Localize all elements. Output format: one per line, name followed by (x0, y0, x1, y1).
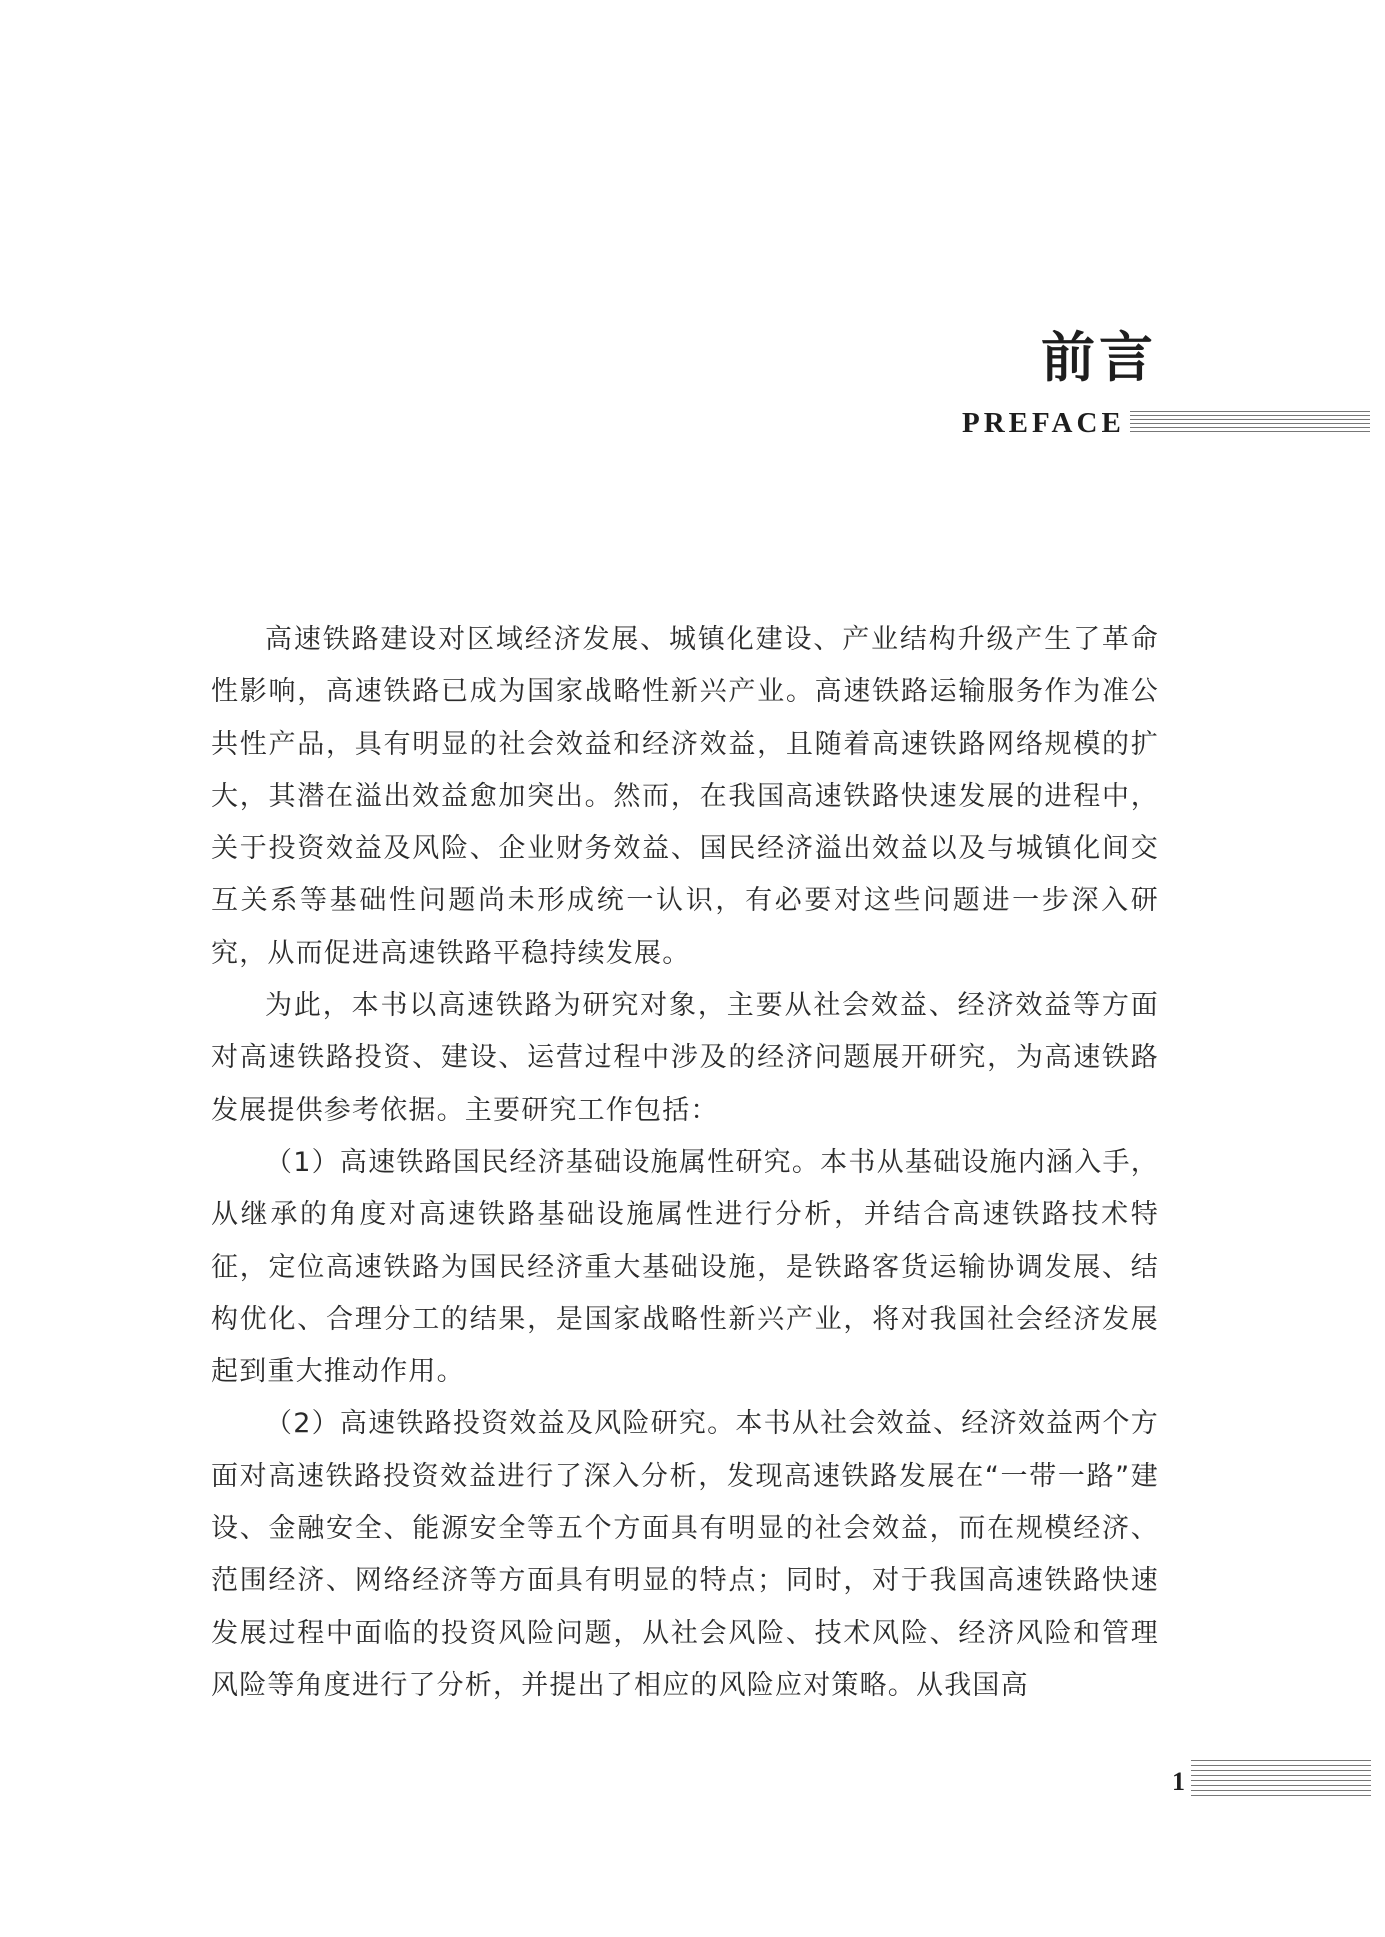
page-subtitle: PREFACE (962, 407, 1125, 439)
paragraph-3: （1）高速铁路国民经济基础设施属性研究。本书从基础设施内涵入手，从继承的角度对高速铁路基础设施属性进行分析，并结合高速铁路技术特征，定位高速铁路为国民经济重大基础设施，是铁路客货运输协调发展、结构优化、合理分工的结果，是国家战略性新兴产业，将对我国社会经济发展起到重大推动作用。 (211, 1146, 1159, 1388)
body-text (211, 614, 1159, 1712)
page-title: 前言 (1041, 325, 1157, 389)
footer-decorative-rule (1191, 1760, 1371, 1800)
paragraph-2: 为此，本书以高速铁路为研究对象，主要从社会效益、经济效益等方面对高速铁路投资、建设、运营过程中涉及的经济问题展开研究，为高速铁路发展提供参考依据。主要研究工作包括： (211, 990, 1159, 1126)
heading-block (1041, 325, 1157, 389)
title-decorative-rule (1130, 411, 1370, 435)
paragraph-4: （2）高速铁路投资效益及风险研究。本书从社会效益、经济效益两个方面对高速铁路投资效益进行了深入分析，发现高速铁路发展在“一带一路”建设、金融安全、能源安全等五个方面具有明显的社会效益，而在规模经济、范围经济、网络经济等方面具有明显的特点；同时，对于我国高速铁路快速发展过程中面临的投资风险问题，从社会风险、技术风险、经济风险和管理风险等角度进行了分析，并提出了相应的风险应对策略。从我国高 (211, 1408, 1159, 1701)
page-number: 1 (1172, 1767, 1185, 1796)
paragraph-1: 高速铁路建设对区域经济发展、城镇化建设、产业结构升级产生了革命性影响，高速铁路已成为国家战略性新兴产业。高速铁路运输服务作为准公共性产品，具有明显的社会效益和经济效益，且随着高速铁路网络规模的扩大，其潜在溢出效益愈加突出。然而，在我国高速铁路快速发展的进程中，关于投资效益及风险、企业财务效益、国民经济溢出效益以及与城镇化间交互关系等基础性问题尚未形成统一认识，有必要对这些问题进一步深入研究，从而促进高速铁路平稳持续发展。 (211, 624, 1159, 969)
